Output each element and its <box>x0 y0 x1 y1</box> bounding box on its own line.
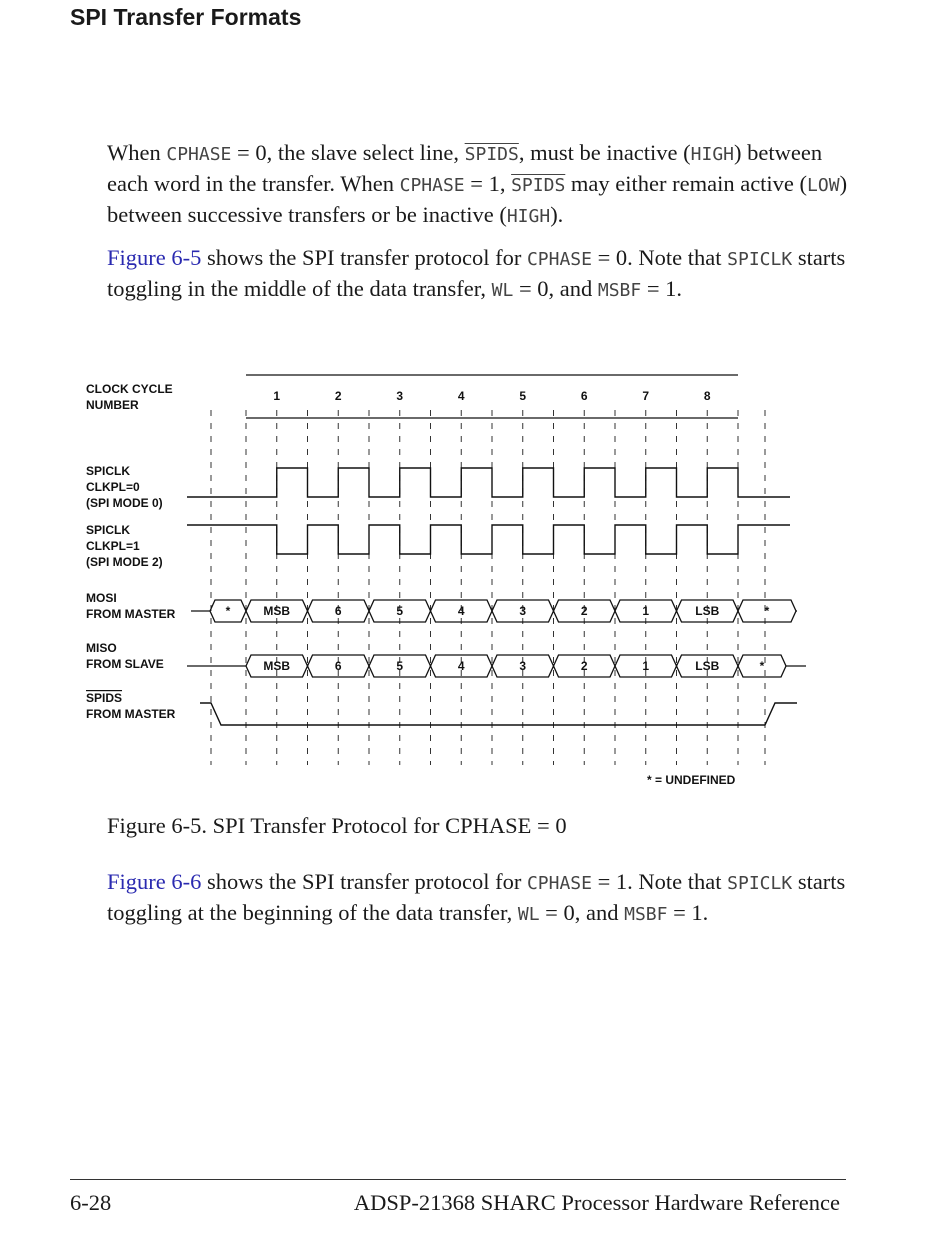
bus-bit-label: 3 <box>519 604 527 618</box>
bus-bit-label: 4 <box>457 604 465 618</box>
code-term: SPIDS <box>511 175 566 196</box>
bus-bit-label: 2 <box>580 659 588 673</box>
bus-bit-label: MSB <box>263 659 291 673</box>
code-term: SPIDS <box>464 144 519 165</box>
spiclk-mode2-label: (SPI MODE 2) <box>86 555 163 569</box>
bus-bit-label: 1 <box>642 604 650 618</box>
code-term: MSBF <box>597 280 642 301</box>
spiclk-mode2-label: CLKPL=1 <box>86 539 140 553</box>
text: ). <box>550 202 564 227</box>
text: shows the SPI transfer protocol for <box>201 245 527 270</box>
text: , must be inactive ( <box>518 140 691 165</box>
code-term: CPHASE <box>166 144 232 165</box>
text: = 0, the slave select line, <box>231 140 465 165</box>
bus-bit-label: 6 <box>334 604 342 618</box>
section-title: SPI Transfer Formats <box>70 4 302 30</box>
text: When <box>107 140 167 165</box>
cycle-number: 4 <box>457 389 465 403</box>
spids-label: FROM MASTER <box>86 707 176 721</box>
code-term: CPHASE <box>399 175 465 196</box>
text: starts toggling in the middle of the data transfer, <box>107 245 846 301</box>
text: ) between successive transfers or be inactive ( <box>107 171 848 227</box>
signal-labels <box>86 382 736 787</box>
spiclk-mode0-waveform <box>187 468 790 497</box>
miso-waveform <box>187 655 806 677</box>
bus-bit-label: * <box>225 604 231 618</box>
clock-cycle-label: NUMBER <box>86 398 139 412</box>
bus-bit-label: 2 <box>580 604 588 618</box>
bus-bit-label: * <box>759 659 765 673</box>
paragraph-cphase-intro <box>107 138 867 231</box>
bus-bit-label: 5 <box>396 604 404 618</box>
spiclk-mode0-label: CLKPL=0 <box>86 480 140 494</box>
text: = 1. <box>667 900 709 925</box>
text: may either remain active ( <box>565 171 808 196</box>
miso-label: MISO <box>86 641 117 655</box>
cycle-number: 5 <box>519 389 527 403</box>
spiclk-mode0-label: (SPI MODE 0) <box>86 496 163 510</box>
miso-label: FROM SLAVE <box>86 657 164 671</box>
signal-waveforms <box>187 468 806 725</box>
cycle-number: 6 <box>580 389 588 403</box>
bus-bit-label: LSB <box>695 659 720 673</box>
timing-grid <box>211 410 765 765</box>
mosi-label: MOSI <box>86 591 117 605</box>
figure-6-5-link[interactable]: Figure 6-5 <box>107 245 202 270</box>
text: = 1. Note that <box>591 869 728 894</box>
figure-caption: Figure 6-5. SPI Transfer Protocol for CPHASE = 0 <box>107 813 567 838</box>
text: starts toggling at the beginning of the data transfer, <box>107 869 846 925</box>
code-term: LOW <box>807 175 840 196</box>
paragraph-figure-6-6 <box>107 867 867 929</box>
spiclk-mode2-label: SPICLK <box>86 523 131 537</box>
text: = 0, and <box>539 900 625 925</box>
code-term: SPICLK <box>727 873 793 894</box>
bus-bit-label: 1 <box>642 659 650 673</box>
bus-bit-label: 3 <box>519 659 527 673</box>
text: = 0, and <box>513 276 598 301</box>
clock-cycle-label: CLOCK CYCLE <box>86 382 173 396</box>
book-title: ADSP-21368 SHARC Processor Hardware Reference <box>353 1190 840 1215</box>
bus-bit-label: * <box>764 604 770 618</box>
cycle-number: 7 <box>642 389 650 403</box>
text: = 1. <box>641 276 683 301</box>
text: shows the SPI transfer protocol for <box>201 869 527 894</box>
bus-bit-label: 5 <box>396 659 404 673</box>
code-term: MSBF <box>624 904 668 925</box>
spi-timing-diagram <box>80 370 820 795</box>
bus-bit-label: MSB <box>263 604 291 618</box>
figure-6-6-link[interactable]: Figure 6-6 <box>107 869 202 894</box>
spiclk-mode2-waveform <box>187 525 790 554</box>
mosi-waveform <box>191 600 797 622</box>
text: = 1, <box>464 171 512 196</box>
mosi-label: FROM MASTER <box>86 607 176 621</box>
bus-bit-label: 4 <box>457 659 465 673</box>
text: ) between each word in the transfer. When <box>107 140 823 196</box>
paragraph-figure-6-5 <box>107 243 867 305</box>
bus-bit-label: 6 <box>334 659 342 673</box>
undefined-note: * = UNDEFINED <box>647 773 736 787</box>
code-term: HIGH <box>506 206 551 227</box>
cycle-number: 1 <box>273 389 281 403</box>
code-term: SPICLK <box>727 249 793 270</box>
spids-label: SPIDS <box>86 691 123 705</box>
code-term: CPHASE <box>526 873 592 894</box>
bus-bit-label: LSB <box>695 604 720 618</box>
code-term: CPHASE <box>526 249 592 270</box>
page-number: 6-28 <box>70 1190 112 1215</box>
footer-divider <box>70 1179 846 1180</box>
code-term: WL <box>491 280 514 301</box>
code-term: HIGH <box>690 144 735 165</box>
cycle-number: 2 <box>334 389 342 403</box>
cycle-number: 8 <box>703 389 711 403</box>
code-term: WL <box>517 904 540 925</box>
text: = 0. Note that <box>591 245 728 270</box>
cycle-number: 3 <box>396 389 404 403</box>
spiclk-mode0-label: SPICLK <box>86 464 131 478</box>
